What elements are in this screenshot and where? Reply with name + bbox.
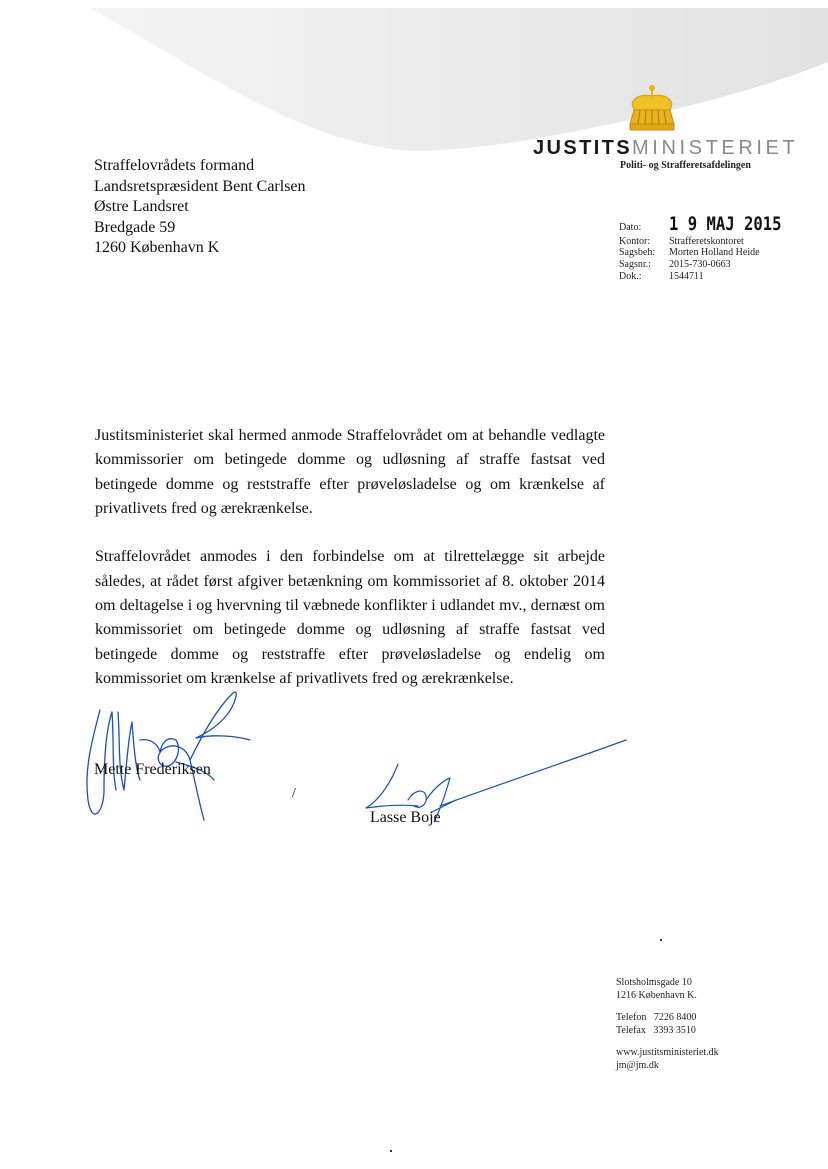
date-row <box>619 213 806 235</box>
royal-crown-icon <box>624 84 680 134</box>
office-label: Kontor: <box>619 235 651 247</box>
department-name: Politi- og Strafferetsafdelingen <box>620 160 751 171</box>
address-line: 1260 København K <box>94 239 220 256</box>
document-number-label: Dok.: <box>619 270 642 282</box>
address-line: Landsretspræsident Bent Carlsen <box>94 177 306 195</box>
footer-city: 1216 København K. <box>616 989 697 1001</box>
case-number-label: Sagsnr.: <box>619 259 651 271</box>
footer-address <box>616 977 719 1002</box>
date-stamp: 1 9 MAJ 2015 <box>669 213 782 235</box>
address-line: Bredgade 59 <box>94 218 176 236</box>
recipient-address <box>94 156 306 259</box>
footer-email: jm@jm.dk <box>616 1059 659 1071</box>
body-paragraph-2: Straffelovrådet anmodes i den forbindelse om at tilrettelægge sit arbejde således, at rådet først afgiver betænkning om kommissoriet af 8. oktober 2014 om deltagelse i og hvervning til væbnede konflikter i udlandet mv., dernæst om kommissoriet om betingede domme og udløsning af straffe fastsat ved betingede domme og reststraffe efter prøveløsladelse og endelig om kommissoriet om krænkelse af privatlivets fred og ærekrænkelse. <box>95 548 605 687</box>
phone-label: Telefon <box>616 1012 647 1023</box>
footer-online <box>616 1047 719 1072</box>
case-number-row <box>619 259 806 271</box>
ministry-logo-wordmark <box>533 137 799 160</box>
fax-number: 3393 3510 <box>653 1024 696 1036</box>
signatory-2-name: Lasse Boje <box>370 809 441 826</box>
case-number-value: 2015-730-0663 <box>669 259 731 271</box>
office-row <box>619 236 806 248</box>
document-number-value: 1544711 <box>669 270 704 282</box>
caseworker-label: Sagsbeh: <box>619 247 656 259</box>
letter-meta-block <box>619 213 806 283</box>
body-paragraph-1: Justitsministeriet skal hermed anmode Straffelovrådet om at behandle vedlagte kommissorier om betingede domme og udløsning af straffe fastsat ved betingede domme og reststraffe efter prøveløsladelse og om krænkelse af privatlivets fred og ærekrænkelse. <box>95 427 605 517</box>
footer-phone-line <box>616 1012 719 1025</box>
caseworker-row <box>619 247 806 259</box>
logo-word-bold: JUSTITS <box>533 137 633 159</box>
office-value: Strafferetskontoret <box>669 235 744 247</box>
phone-number: 7226 8400 <box>653 1012 697 1023</box>
scan-speck <box>660 939 662 941</box>
scan-speck <box>390 1150 392 1152</box>
footer-street: Slotsholmsgade 10 <box>616 977 692 988</box>
document-number-row <box>619 271 806 283</box>
address-line: Straffelovrådets formand <box>94 157 255 174</box>
footer-website: www.justitsministeriet.dk <box>616 1047 719 1058</box>
signatory-1-name: Mette Frederiksen <box>94 761 211 778</box>
footer-contact <box>616 977 719 1082</box>
caseworker-value: Morten Holland Heide <box>669 247 760 259</box>
logo-word-light: MINISTERIET <box>632 137 799 159</box>
letter-body <box>95 424 605 716</box>
fax-label: Telefax <box>616 1024 646 1036</box>
date-label: Dato: <box>619 222 642 233</box>
address-line: Østre Landsret <box>94 198 189 215</box>
footer-fax-line <box>616 1025 719 1038</box>
footer-phones <box>616 1012 719 1037</box>
signature-separator: / <box>292 786 296 801</box>
